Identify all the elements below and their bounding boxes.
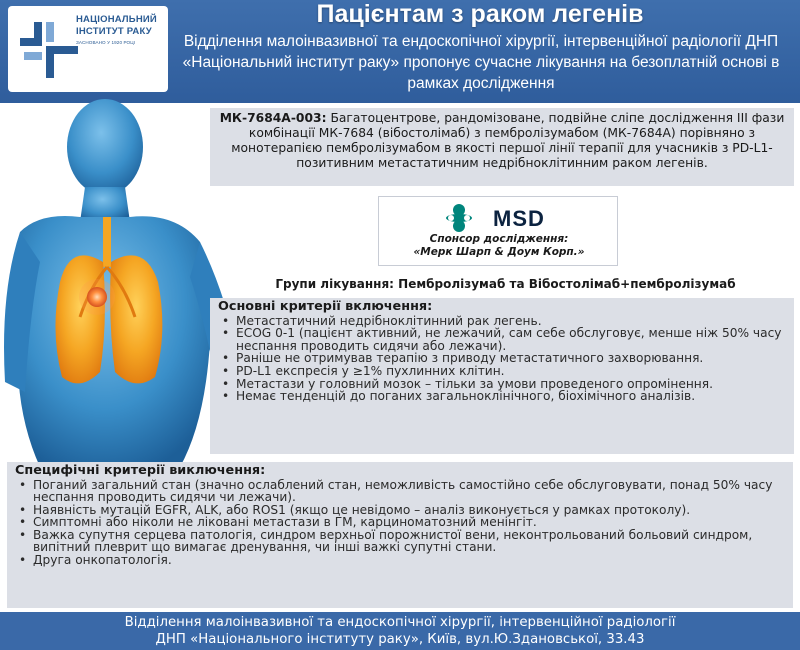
inclusion-item: • Раніше не отримував терапію з приводу метастатичного захворювання. [218, 352, 786, 365]
sponsor-label: Спонсор дослідження: [429, 233, 569, 245]
exclusion-item: • Симптомні або ніколи не ліковані метастази в ГМ, карциноматозний менінгіт. [15, 516, 785, 529]
logo-subtitle: ЗАСНОВАНО У 1920 РОЦІ [76, 40, 136, 45]
inclusion-item: • Метастази у головний мозок – тільки за умови проведеного опромінення. [218, 378, 786, 391]
msd-logo [445, 202, 555, 232]
inclusion-item: • Метастатичний недрібноклітинний рак легень. [218, 315, 786, 328]
treatment-groups [218, 277, 793, 291]
header-banner [0, 0, 800, 103]
exclusion-item: • Наявність мутацій EGFR, ALK, або ROS1 (якщо це невідомо – аналіз виконується у рамках протоколу). [15, 504, 785, 517]
footer-line-2: ДНП «Національного інституту раку», Київ, вул.Ю.Здановської, 33.43 [155, 632, 645, 647]
sponsor-name: «Мерк Шарп & Доум Корп.» [413, 246, 585, 258]
head-shape [67, 99, 143, 195]
msd-logo-icon [445, 202, 485, 234]
study-code: МК-7684А-003: [219, 111, 327, 125]
groups-label: Групи лікування: [275, 277, 394, 291]
exclusion-item: • Друга онкопатологія. [15, 554, 785, 567]
page-title: Пацієнтам з раком легенів [316, 0, 644, 28]
footer-line-1: Відділення малоінвазивної та ендоскопічної хірургії, інтервенційної радіології [124, 615, 676, 630]
sponsor-box [378, 196, 618, 266]
inclusion-item: • Немає тенденцій до поганих загальноклінічного, біохімічного аналізів. [218, 390, 786, 403]
exclusion-item: • Поганий загальний стан (значно ослаблений стан, неможливість самостійно себе обслуговувати, понад 50% часу неспання проводить сидячи чи лежачи). [15, 479, 785, 504]
right-lung [110, 255, 162, 383]
page-subtitle: Відділення малоінвазивної та ендоскопічної хірургії, інтервенційної радіології ДНП «Національний інститут раку» пропонує сучасне лікування на безоплатній основі в рамках дослідження [182, 33, 780, 92]
study-description: Багатоцентрове, рандомізоване, подвійне сліпе дослідження III фази комбінації МК-7684 (вібостолімаб) з пембролізумабом (МК-7684А) порівняно з монотерапією пембролізумабом в якості першої лінії терапії для учасників з PD-L1-позитивним метастатичним недрібноклітинним раком легенів. [231, 111, 785, 170]
exclusion-list [15, 479, 785, 567]
inclusion-title: Основні критерії включення: [218, 299, 433, 314]
groups-value: Пембролізумаб та Вібостолімаб+пембролізумаб [398, 277, 736, 291]
footer-banner [0, 612, 800, 650]
study-description-box [210, 108, 794, 186]
logo-name: НАЦІОНАЛЬНИЙ ІНСТИТУТ РАКУ [76, 14, 157, 37]
exclusion-criteria-box [7, 462, 793, 608]
institute-logo-icon [16, 16, 84, 84]
inclusion-item: • PD-L1 експресія у ≥1% пухлинних клітин. [218, 365, 786, 378]
institute-logo [8, 6, 168, 92]
inclusion-list [218, 315, 786, 403]
exclusion-item: • Важка супутня серцева патологія, синдром верхньої порожнистої вени, неконтрольований больовий синдром, випітний плеврит що вимагає дренування, чи інші важкі супутні стани. [15, 529, 785, 554]
inclusion-criteria-box [210, 298, 794, 454]
exclusion-title: Специфічні критерії виключення: [15, 463, 266, 478]
msd-logo-text: MSD [493, 206, 545, 231]
inclusion-item: • ECOG 0-1 (пацієнт активний, не лежачий, сам себе обслуговує, менше ніж 50% часу неспання проводить сидячи або лежачи). [218, 327, 786, 352]
left-lung [55, 255, 104, 383]
